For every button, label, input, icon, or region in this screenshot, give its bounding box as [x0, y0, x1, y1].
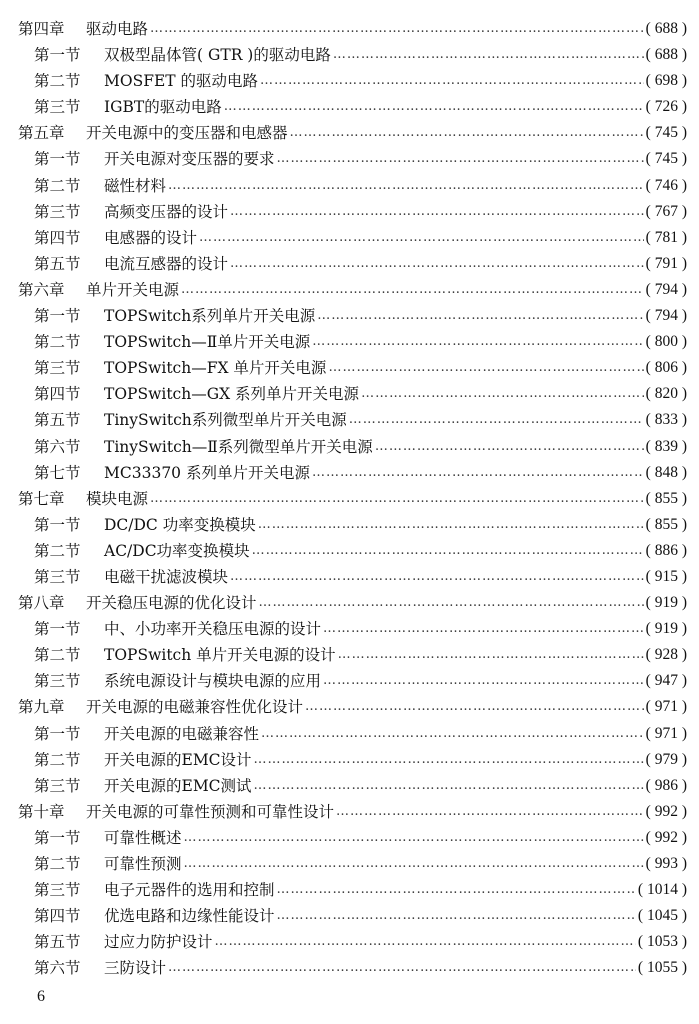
- entry-title: MC33370 系列单片开关电源: [104, 463, 310, 482]
- entry-title: IGBT的驱动电路: [104, 98, 222, 117]
- dot-leader: [258, 512, 644, 538]
- toc-section-entry: [0, 199, 699, 225]
- entry-title: 系统电源设计与模块电源的应用: [104, 672, 322, 691]
- entry-number: 第七节: [34, 463, 81, 482]
- toc-section-entry: [0, 721, 699, 747]
- entry-number: 第六章: [18, 280, 65, 299]
- dot-leader: [277, 903, 636, 929]
- dot-leader: [230, 199, 644, 225]
- dot-leader: [338, 642, 644, 668]
- entry-number: 第二节: [34, 646, 81, 665]
- entry-page: ( 971 ): [645, 698, 687, 716]
- toc-section-entry: [0, 146, 699, 172]
- toc-section-entry: [0, 564, 699, 590]
- dot-leader: [230, 564, 644, 590]
- dot-leader: [312, 329, 643, 355]
- entry-title: 单片开关电源: [86, 280, 180, 299]
- entry-title: 开关电源的电磁兼容性: [104, 724, 260, 743]
- entry-page: ( 745 ): [645, 150, 687, 168]
- toc-section-entry: [0, 668, 699, 694]
- entry-page: ( 979 ): [645, 750, 687, 768]
- dot-leader: [317, 303, 643, 329]
- toc-section-entry: [0, 642, 699, 668]
- entry-page: ( 820 ): [645, 385, 687, 403]
- entry-page: ( 848 ): [645, 463, 687, 481]
- entry-page: ( 971 ): [645, 724, 687, 742]
- entry-title: TOPSwitch—GX 系列单片开关电源: [104, 385, 360, 404]
- toc-section-entry: [0, 303, 699, 329]
- entry-number: 第六节: [34, 437, 81, 456]
- toc-chapter-entry: [0, 120, 699, 146]
- entry-title: 可靠性预测: [104, 855, 182, 873]
- toc-section-entry: [0, 407, 699, 433]
- entry-page: ( 688 ): [645, 46, 687, 64]
- entry-page: ( 986 ): [645, 776, 687, 794]
- entry-number: 第五章: [18, 124, 65, 143]
- toc-section-entry: [0, 929, 699, 955]
- dot-leader: [215, 929, 636, 955]
- dot-leader: [181, 277, 644, 303]
- entry-title: TOPSwitch—FX 单片开关电源: [104, 359, 327, 378]
- dot-leader: [361, 381, 644, 407]
- toc-chapter-entry: [0, 486, 699, 512]
- entry-number: 第一节: [34, 46, 81, 65]
- dot-leader: [150, 16, 644, 42]
- entry-number: 第三节: [34, 567, 81, 586]
- entry-number: 第一节: [34, 150, 81, 169]
- entry-title: 过应力防护设计: [104, 933, 213, 952]
- entry-number: 第四节: [34, 385, 81, 404]
- dot-leader: [323, 668, 644, 694]
- entry-title: 电流互感器的设计: [104, 254, 229, 273]
- entry-number: 第三节: [34, 98, 81, 117]
- dot-leader: [333, 42, 644, 68]
- entry-number: 第二节: [34, 855, 81, 873]
- entry-page: ( 746 ): [645, 176, 687, 194]
- entry-number: 第四节: [34, 907, 81, 926]
- toc-section-entry: [0, 381, 699, 407]
- entry-page: ( 992 ): [645, 828, 687, 846]
- entry-number: 第二节: [34, 72, 81, 91]
- dot-leader: [184, 825, 644, 851]
- toc-section-entry: [0, 955, 699, 981]
- toc-section-entry: [0, 329, 699, 355]
- table-of-contents: [0, 16, 699, 981]
- entry-number: 第四章: [18, 20, 65, 38]
- entry-page: ( 947 ): [645, 672, 687, 690]
- entry-number: 第八章: [18, 594, 65, 613]
- entry-number: 第一节: [34, 515, 81, 534]
- entry-title: 模块电源: [86, 489, 149, 508]
- toc-section-entry: [0, 903, 699, 929]
- dot-leader: [259, 590, 644, 616]
- toc-chapter-entry: [0, 277, 699, 303]
- entry-title: 电子元器件的选用和控制: [104, 881, 275, 900]
- dot-leader: [328, 355, 643, 381]
- entry-title: 电磁干扰滤波模块: [104, 567, 229, 586]
- dot-leader: [168, 173, 644, 199]
- toc-section-entry: [0, 251, 699, 277]
- dot-leader: [252, 538, 644, 564]
- entry-title: 高频变压器的设计: [104, 202, 229, 221]
- entry-page: ( 833 ): [645, 411, 687, 429]
- toc-section-entry: [0, 225, 699, 251]
- entry-title: 开关电源的电磁兼容性优化设计: [86, 698, 304, 717]
- entry-page: ( 993 ): [645, 855, 687, 872]
- entry-title: 磁性材料: [104, 176, 167, 195]
- entry-title: 开关电源中的变压器和电感器: [86, 124, 288, 143]
- entry-page: ( 688 ): [645, 20, 687, 37]
- entry-title: 三防设计: [104, 959, 167, 978]
- entry-number: 第二节: [34, 750, 81, 769]
- entry-page: ( 698 ): [645, 72, 687, 90]
- entry-number: 第一节: [34, 724, 81, 743]
- entry-number: 第九章: [18, 698, 65, 717]
- toc-chapter-entry: [0, 590, 699, 616]
- entry-page: ( 915 ): [645, 567, 687, 585]
- entry-title: TinySwitch—Ⅱ系列微型单片开关电源: [104, 437, 373, 456]
- dot-leader: [349, 407, 644, 433]
- entry-page: ( 1045 ): [637, 907, 687, 925]
- toc-section-entry: [0, 460, 699, 486]
- toc-section-entry: [0, 747, 699, 773]
- entry-title: TOPSwitch—Ⅱ单片开关电源: [104, 333, 311, 352]
- entry-title: TOPSwitch系列单片开关电源: [104, 307, 316, 326]
- dot-leader: [254, 747, 644, 773]
- dot-leader: [199, 225, 644, 251]
- entry-title: AC/DC功率变换模块: [104, 541, 250, 560]
- entry-page: ( 726 ): [645, 98, 687, 116]
- dot-leader: [184, 851, 644, 877]
- entry-page: ( 767 ): [645, 202, 687, 220]
- entry-number: 第五节: [34, 411, 81, 430]
- entry-page: ( 800 ): [645, 333, 687, 351]
- entry-page: ( 855 ): [645, 489, 687, 507]
- page-number: 6: [37, 988, 45, 1005]
- entry-page: ( 992 ): [645, 802, 687, 820]
- toc-section-entry: [0, 94, 699, 120]
- entry-page: ( 745 ): [645, 124, 687, 142]
- entry-page: ( 886 ): [645, 541, 687, 559]
- toc-section-entry: [0, 616, 699, 642]
- entry-number: 第三节: [34, 776, 81, 795]
- entry-title: DC/DC 功率变换模块: [104, 515, 256, 534]
- entry-page: ( 794 ): [645, 307, 687, 325]
- entry-page: ( 839 ): [645, 437, 687, 455]
- entry-title: 开关电源的可靠性预测和可靠性设计: [86, 802, 335, 821]
- entry-number: 第三节: [34, 359, 81, 378]
- entry-page: ( 928 ): [645, 646, 687, 664]
- toc-section-entry: [0, 355, 699, 381]
- dot-leader: [168, 955, 636, 981]
- dot-leader: [375, 434, 644, 460]
- entry-title: 开关电源的EMC测试: [104, 776, 252, 795]
- entry-number: 第三节: [34, 672, 81, 691]
- entry-title: 开关稳压电源的优化设计: [86, 594, 257, 613]
- entry-number: 第四节: [34, 228, 81, 247]
- toc-section-entry: [0, 512, 699, 538]
- entry-title: 驱动电路: [86, 20, 149, 38]
- entry-title: 开关电源的EMC设计: [104, 750, 252, 769]
- entry-number: 第一节: [34, 307, 81, 326]
- dot-leader: [290, 120, 644, 146]
- entry-number: 第一节: [34, 620, 81, 639]
- entry-title: 电感器的设计: [104, 228, 198, 247]
- entry-title: 双极型晶体管( GTR )的驱动电路: [104, 46, 331, 65]
- entry-page: ( 806 ): [645, 359, 687, 377]
- entry-number: 第七章: [18, 489, 65, 508]
- dot-leader: [305, 694, 644, 720]
- toc-section-entry: [0, 538, 699, 564]
- entry-number: 第三节: [34, 881, 81, 900]
- dot-leader: [260, 68, 644, 94]
- entry-page: ( 794 ): [645, 280, 687, 298]
- entry-page: ( 1053 ): [637, 933, 687, 951]
- dot-leader: [261, 721, 644, 747]
- toc-chapter-entry: [0, 16, 699, 42]
- entry-title: TinySwitch系列微型单片开关电源: [104, 411, 347, 430]
- entry-number: 第五节: [34, 254, 81, 273]
- entry-page: ( 855 ): [645, 515, 687, 533]
- dot-leader: [254, 773, 644, 799]
- entry-number: 第二节: [34, 333, 81, 352]
- entry-title: 中、小功率开关稳压电源的设计: [104, 620, 322, 639]
- toc-section-entry: [0, 173, 699, 199]
- dot-leader: [224, 94, 644, 120]
- entry-page: ( 791 ): [645, 254, 687, 272]
- entry-number: 第五节: [34, 933, 81, 952]
- entry-title: 可靠性概述: [104, 828, 182, 847]
- toc-chapter-entry: [0, 799, 699, 825]
- toc-chapter-entry: [0, 694, 699, 720]
- entry-page: ( 919 ): [645, 594, 687, 612]
- toc-section-entry: [0, 825, 699, 851]
- entry-number: 第一节: [34, 828, 81, 847]
- toc-section-entry: [0, 42, 699, 68]
- dot-leader: [323, 616, 644, 642]
- entry-number: 第二节: [34, 176, 81, 195]
- dot-leader: [277, 877, 636, 903]
- entry-title: 优选电路和边缘性能设计: [104, 907, 275, 926]
- entry-title: 开关电源对变压器的要求: [104, 150, 275, 169]
- toc-section-entry: [0, 434, 699, 460]
- entry-number: 第十章: [18, 802, 65, 821]
- entry-page: ( 1055 ): [637, 959, 687, 977]
- entry-page: ( 919 ): [645, 620, 687, 638]
- toc-section-entry: [0, 68, 699, 94]
- entry-number: 第二节: [34, 541, 81, 560]
- toc-section-entry: [0, 773, 699, 799]
- dot-leader: [277, 146, 644, 172]
- dot-leader: [336, 799, 644, 825]
- entry-number: 第三节: [34, 202, 81, 221]
- dot-leader: [312, 460, 644, 486]
- entry-title: MOSFET 的驱动电路: [104, 72, 259, 91]
- toc-section-entry: [0, 851, 699, 877]
- entry-title: TOPSwitch 单片开关电源的设计: [104, 646, 336, 665]
- dot-leader: [150, 486, 644, 512]
- entry-page: ( 1014 ): [637, 881, 687, 899]
- entry-page: ( 781 ): [645, 228, 687, 246]
- entry-number: 第六节: [34, 959, 81, 978]
- dot-leader: [230, 251, 644, 277]
- toc-section-entry: [0, 877, 699, 903]
